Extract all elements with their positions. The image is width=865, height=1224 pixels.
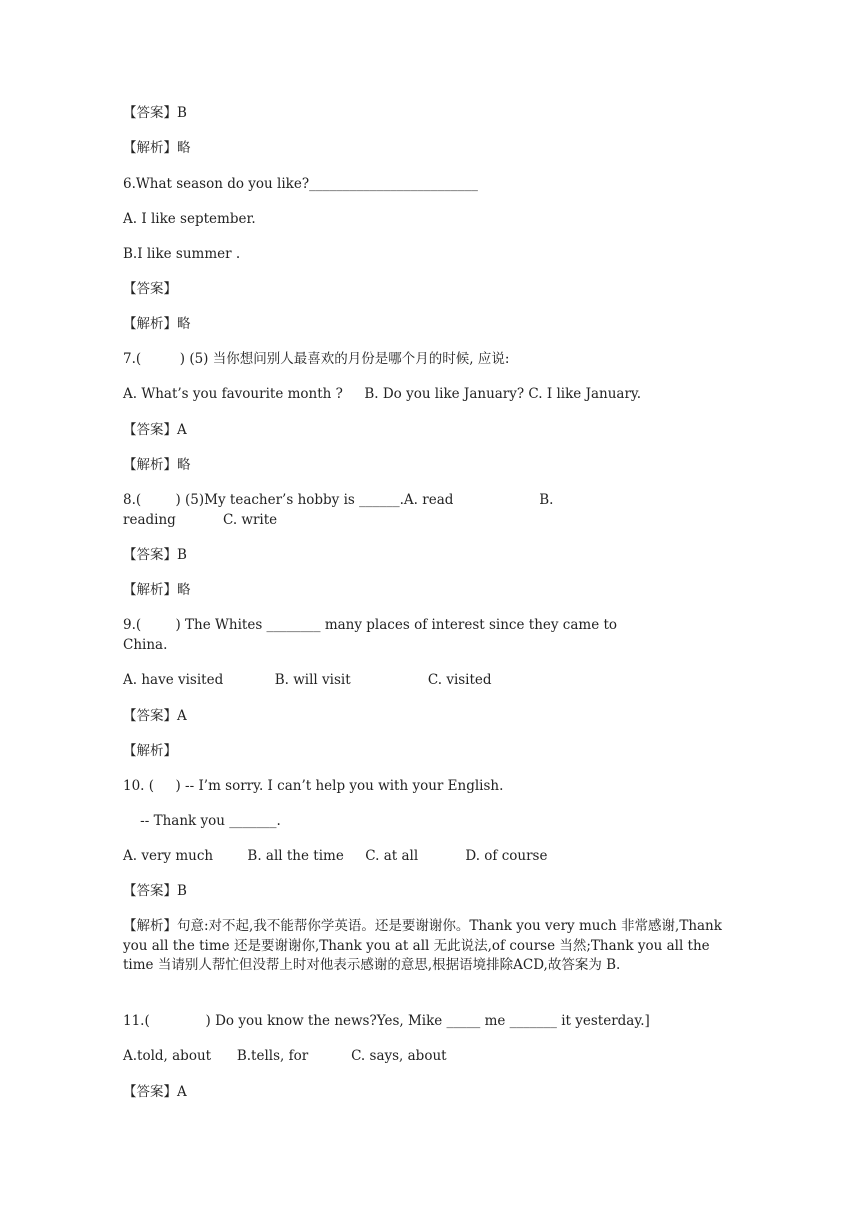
answer-label: 【答案】A [123, 708, 187, 724]
question-8-continued: reading C. write [123, 512, 278, 528]
answer-label: 【答案】B [123, 547, 187, 563]
answer-label: 【答案】B [123, 883, 187, 899]
question-9: 9.( ) The Whites ________ many places of interest since they came to [123, 617, 618, 633]
analysis-label: 【解析】略 [123, 140, 191, 156]
question-11-options: A.told, about B.tells, for C. says, about [123, 1048, 447, 1064]
analysis-label: 【解析】略 [123, 316, 191, 332]
analysis-label: 【解析】略 [123, 457, 191, 473]
analysis-label: 【解析】略 [123, 582, 191, 598]
question-6-option-b: B.I like summer . [123, 246, 241, 262]
analysis-explanation: 【解析】句意:对不起,我不能帮你学英语。还是要谢谢你。Thank you very much 非常感谢,Thank you all the time 还是要谢谢你,Thank you at all 无此说法,of course 当然;Thank you all the time 当请别人帮忙但没帮上时对他表示感谢的意思,根据语境排除ACD,故答案为 B. [123, 918, 722, 973]
answer-label: 【答案】 [123, 281, 177, 297]
answer-label: 【答案】B [123, 105, 187, 121]
question-6: 6.What season do you like?_________________________ [123, 176, 478, 192]
answer-label: 【答案】A [123, 422, 187, 438]
question-11: 11.( ) Do you know the news?Yes, Mike _____ me _______ it yesterday.] [123, 1013, 650, 1029]
question-9-options: A. have visited B. will visit C. visited [123, 672, 492, 688]
analysis-label: 【解析】 [123, 743, 177, 759]
question-9-continued: China. [123, 637, 168, 653]
question-8: 8.( ) (5)My teacher’s hobby is ______.A. read B. [123, 492, 554, 508]
question-6-option-a: A. I like september. [123, 211, 256, 227]
answer-label: 【答案】A [123, 1084, 187, 1100]
question-7: 7.( ) (5) 当你想问别人最喜欢的月份是哪个月的时候, 应说: [123, 351, 510, 367]
question-10-options: A. very much B. all the time C. at all D. of course [123, 848, 548, 864]
question-10: 10. ( ) -- I’m sorry. I can’t help you with your English. [123, 778, 504, 794]
question-7-options: A. What’s you favourite month ? B. Do you like January? C. I like January. [123, 386, 642, 402]
question-10-reply: -- Thank you _______. [123, 813, 281, 829]
